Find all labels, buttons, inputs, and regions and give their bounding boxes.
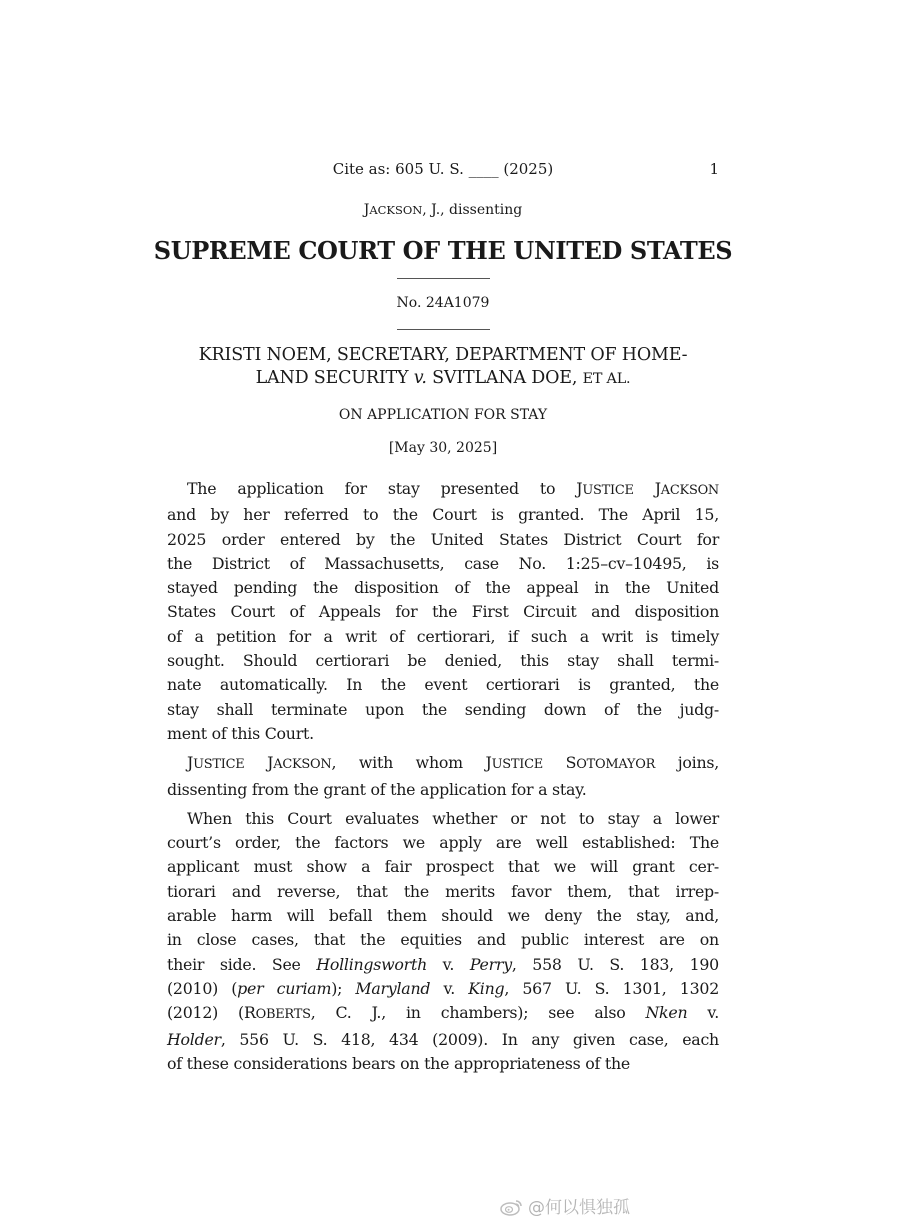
- watermark: [500, 1193, 630, 1218]
- text-line: dissenting from the grant of the application for a stay.: [167, 779, 587, 799]
- paragraph: [167, 477, 719, 746]
- text-line: States Court of Appeals for the First Circuit and disposition: [167, 602, 719, 622]
- page-number: 1: [709, 160, 719, 178]
- text-line: 2025 order entered by the United States District Court for: [167, 529, 719, 549]
- divider-rule: [397, 278, 490, 279]
- opinion-body: [167, 477, 719, 1081]
- paragraph: [167, 807, 719, 1076]
- watermark-text: @何以惧独孤: [528, 1198, 630, 1218]
- text-line: JUSTICE JACKSON, with whom JUSTICE SOTOMAYOR joins,: [187, 753, 720, 773]
- text-line: ment of this Court.: [167, 723, 314, 743]
- text-line: arable harm will befall them should we deny the stay, and,: [167, 906, 719, 926]
- divider-rule: [397, 329, 490, 330]
- text-line: nate automatically. In the event certiorari is granted, the: [167, 675, 719, 695]
- text-line: of a petition for a writ of certiorari, if such a writ is timely: [167, 626, 719, 646]
- procedural-posture: ON APPLICATION FOR STAY: [338, 407, 548, 423]
- text-line: (2010) (per curiam); Maryland v. King, 567 U. S. 1301, 1302: [167, 978, 720, 998]
- court-title: SUPREME COURT OF THE UNITED STATES: [153, 236, 733, 265]
- text-line: applicant must show a fair prospect that we will grant cer-: [167, 857, 719, 877]
- caption-line: LAND SECURITY v. SVITLANA DOE, ET AL.: [255, 368, 631, 388]
- paragraph: [167, 751, 719, 802]
- text-line: When this Court evaluates whether or not to stay a lower: [187, 808, 719, 828]
- text-line: court’s order, the factors we apply are well established: The: [167, 833, 719, 853]
- text-line: and by her referred to the Court is granted. The April 15,: [167, 505, 719, 525]
- citation: Cite as: 605 U. S. ____ (2025): [332, 160, 554, 178]
- case-caption: [150, 344, 736, 391]
- running-header: [167, 160, 719, 180]
- text-line: sought. Should certiorari be denied, this stay shall termi-: [167, 651, 719, 671]
- text-line: in close cases, that the equities and public interest are on: [167, 930, 719, 950]
- text-line: (2012) (ROBERTS, C. J., in chambers); see also Nken v.: [167, 1003, 720, 1023]
- caption-line: KRISTI NOEM, SECRETARY, DEPARTMENT OF HOME-: [198, 345, 688, 365]
- text-line: their side. See Hollingsworth v. Perry, 558 U. S. 183, 190: [167, 954, 719, 974]
- weibo-logo-icon: [500, 1198, 524, 1216]
- text-line: The application for stay presented to JUSTICE JACKSON: [187, 479, 719, 498]
- text-line: tiorari and reverse, that the merits favor them, that irrep-: [167, 881, 719, 901]
- text-line: Holder, 556 U. S. 418, 434 (2009). In any given case, each: [167, 1029, 719, 1049]
- docket-number: No. 24A1079: [396, 295, 490, 311]
- text-line: of these considerations bears on the appropriateness of the: [167, 1053, 631, 1073]
- author-text: JACKSON, J., dissenting: [363, 202, 523, 218]
- text-line: the District of Massachusetts, case No. 1:25–cv–10495, is: [167, 553, 719, 573]
- text-line: stayed pending the disposition of the appeal in the United: [167, 578, 719, 598]
- text-line: stay shall terminate upon the sending down of the judg-: [167, 699, 719, 719]
- decision-date: [May 30, 2025]: [388, 440, 498, 456]
- opinion-author-line: [167, 202, 719, 218]
